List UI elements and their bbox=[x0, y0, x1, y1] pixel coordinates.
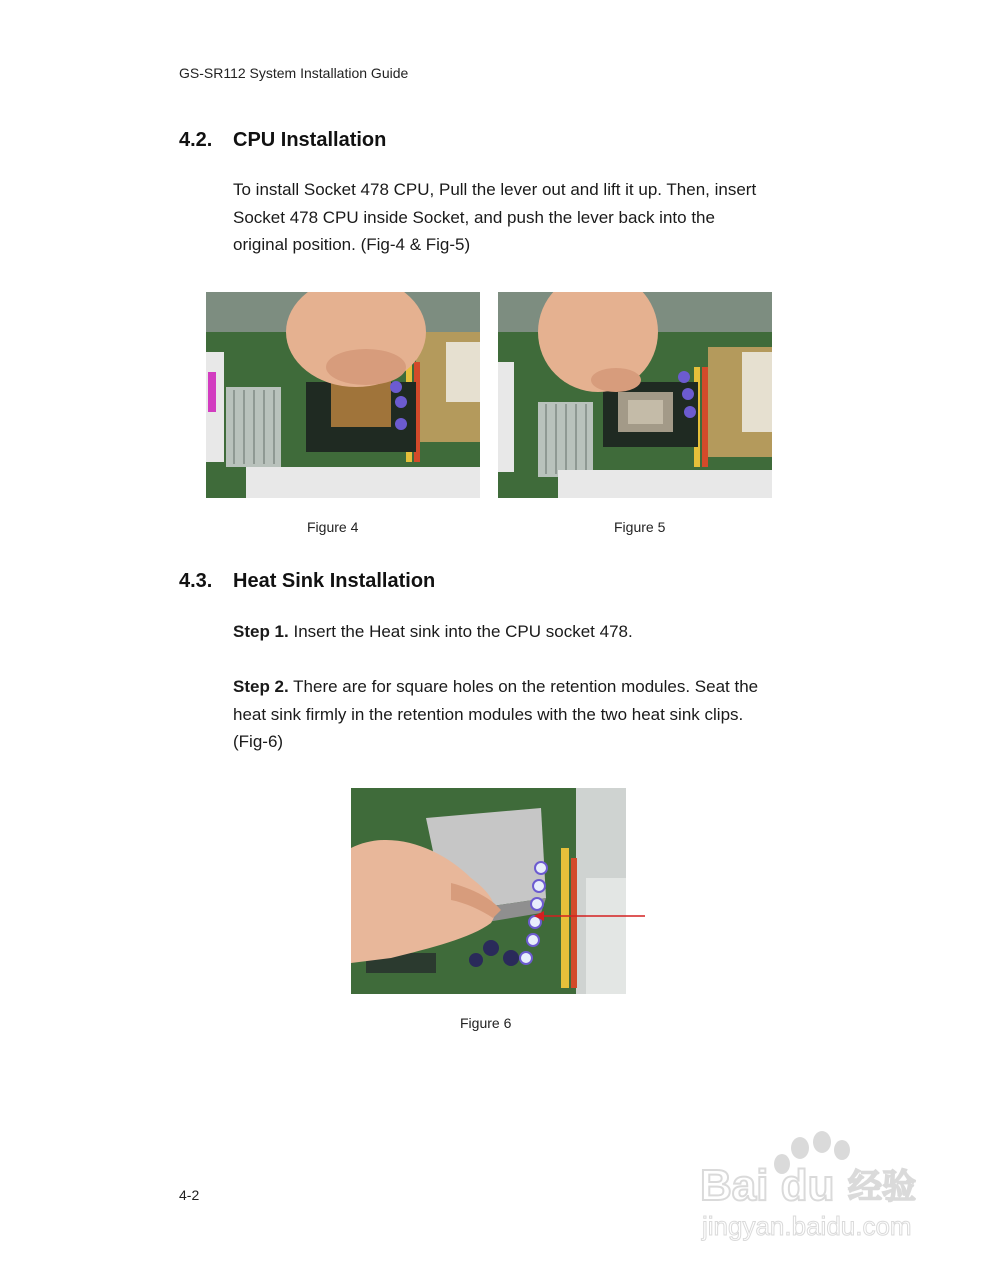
step-label: Step 1. bbox=[233, 622, 289, 641]
watermark-url: jingyan.baidu.com bbox=[702, 1211, 912, 1241]
step-text: (Fig-6) bbox=[233, 732, 284, 751]
step-1 bbox=[233, 618, 813, 646]
running-header: GS-SR112 System Installation Guide bbox=[179, 65, 409, 81]
paragraph-line: Socket 478 CPU inside Socket, and push the lever back into the bbox=[233, 207, 715, 227]
pointer-arrow bbox=[530, 905, 650, 927]
section-number: 4.2. bbox=[179, 129, 213, 151]
section-title: CPU Installation bbox=[233, 129, 387, 151]
motherboard-photo bbox=[206, 292, 480, 498]
page-number: 4-2 bbox=[179, 1187, 200, 1203]
cpu-paragraph bbox=[233, 176, 813, 259]
step-label: Step 2. bbox=[233, 677, 289, 696]
paragraph-line: To install Socket 478 CPU, Pull the lever out and lift it up. Then, insert bbox=[233, 180, 757, 199]
paw-icon bbox=[700, 1130, 940, 1250]
watermark-brand: Bai du bbox=[700, 1161, 835, 1210]
heatsink-photo bbox=[351, 788, 626, 994]
figure-caption: Figure 5 bbox=[614, 519, 666, 535]
motherboard-photo bbox=[498, 292, 772, 498]
section-number: 4.3. bbox=[179, 570, 213, 592]
step-text: Insert the Heat sink into the CPU socket 478. bbox=[288, 622, 633, 641]
step-text: heat sink firmly in the retention modules with the two heat sink clips. bbox=[233, 704, 744, 724]
watermark-brand-cn: 经验 bbox=[848, 1167, 916, 1207]
baidu-watermark-logo bbox=[700, 1130, 940, 1250]
figure-caption: Figure 4 bbox=[307, 519, 359, 535]
figure-4-photo bbox=[206, 292, 480, 498]
step-2 bbox=[233, 673, 813, 756]
section-title: Heat Sink Installation bbox=[233, 570, 436, 592]
step-text: There are for square holes on the retention modules. Seat the bbox=[288, 677, 759, 696]
figure-caption: Figure 6 bbox=[460, 1015, 512, 1031]
figure-6-photo bbox=[351, 788, 626, 994]
figure-5-photo bbox=[498, 292, 772, 498]
paragraph-line: original position. (Fig-4 & Fig-5) bbox=[233, 235, 471, 254]
